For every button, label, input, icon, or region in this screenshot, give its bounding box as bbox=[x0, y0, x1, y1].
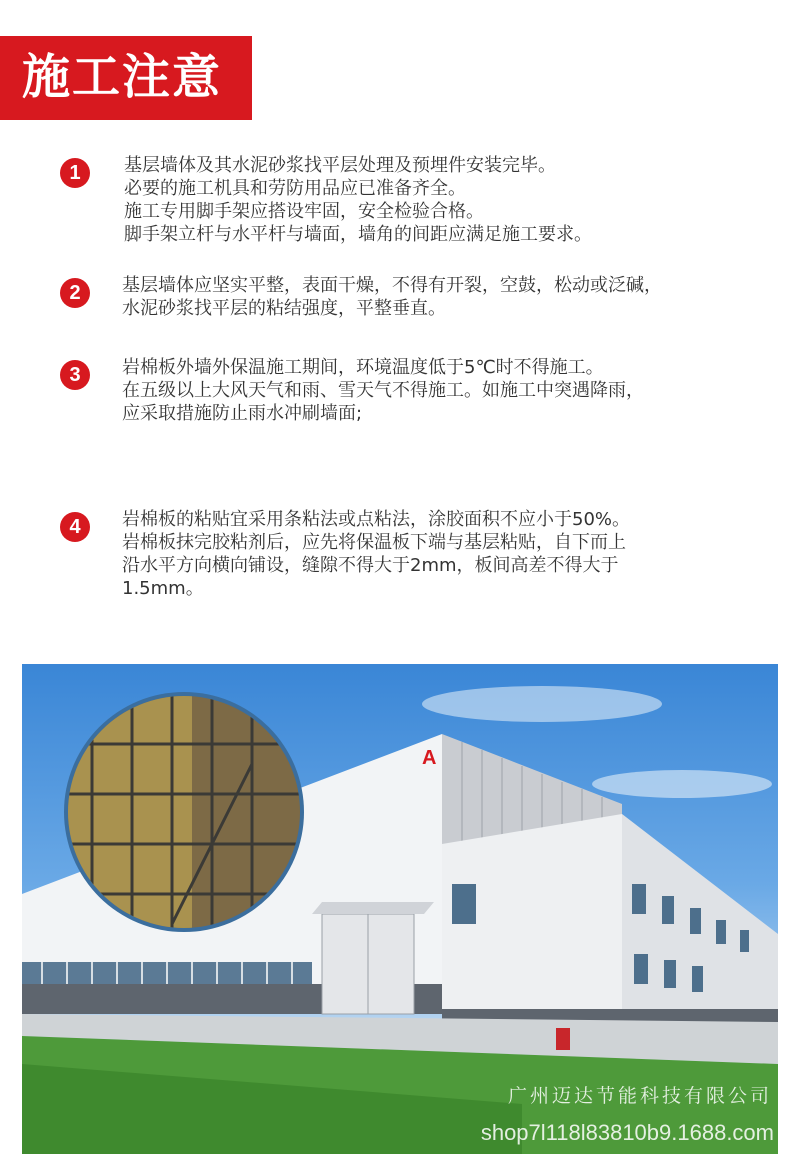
note-text bbox=[122, 274, 662, 320]
note-line: 沿水平方向横向铺设，缝隙不得大于2mm，板间高差不得大于 bbox=[122, 555, 619, 576]
factory-photo bbox=[22, 664, 778, 1154]
number-badge: 3 bbox=[60, 360, 90, 390]
note-line: 必要的施工机具和劳防用品应已准备齐全。 bbox=[124, 178, 466, 199]
note-line: 基层墙体及其水泥砂浆找平层处理及预埋件安装完毕。 bbox=[124, 155, 556, 176]
note-line: 岩棉板外墙外保温施工期间，环境温度低于5℃时不得施工。 bbox=[122, 357, 604, 378]
note-line: 在五级以上大风天气和雨、雪天气不得施工。如施工中突遇降雨， bbox=[122, 380, 644, 401]
note-text bbox=[124, 154, 592, 246]
number-badge: 2 bbox=[60, 278, 90, 308]
note-line: 应采取措施防止雨水冲刷墙面; bbox=[122, 403, 363, 424]
number-badge: 4 bbox=[60, 512, 90, 542]
note-line: 脚手架立杆与水平杆与墙面，墙角的间距应满足施工要求。 bbox=[124, 224, 592, 245]
note-line: 1.5mm。 bbox=[122, 578, 204, 599]
watermark-url: shop7l118l83810b9.1688.com bbox=[480, 1120, 774, 1145]
note-line: 施工专用脚手架应搭设牢固，安全检验合格。 bbox=[124, 201, 484, 222]
page-title: 施工注意 bbox=[22, 49, 223, 105]
note-line: 基层墙体应坚实平整，表面干燥，不得有开裂，空鼓，松动或泛碱， bbox=[122, 275, 662, 296]
note-line: 岩棉板的粘贴宜采用条粘法或点粘法，涂胶面积不应小于50%。 bbox=[122, 509, 631, 530]
note-text bbox=[122, 356, 644, 425]
title-banner bbox=[0, 36, 252, 120]
number-badge: 1 bbox=[60, 158, 90, 188]
note-line: 水泥砂浆找平层的粘结强度，平整垂直。 bbox=[122, 298, 446, 319]
note-line: 岩棉板抹完胶粘剂后，应先将保温板下端与基层粘贴，自下而上 bbox=[122, 532, 626, 553]
building-letter: A bbox=[422, 747, 437, 769]
note-text bbox=[122, 508, 630, 600]
watermark-company: 广州迈达节能科技有限公司 bbox=[507, 1086, 772, 1107]
